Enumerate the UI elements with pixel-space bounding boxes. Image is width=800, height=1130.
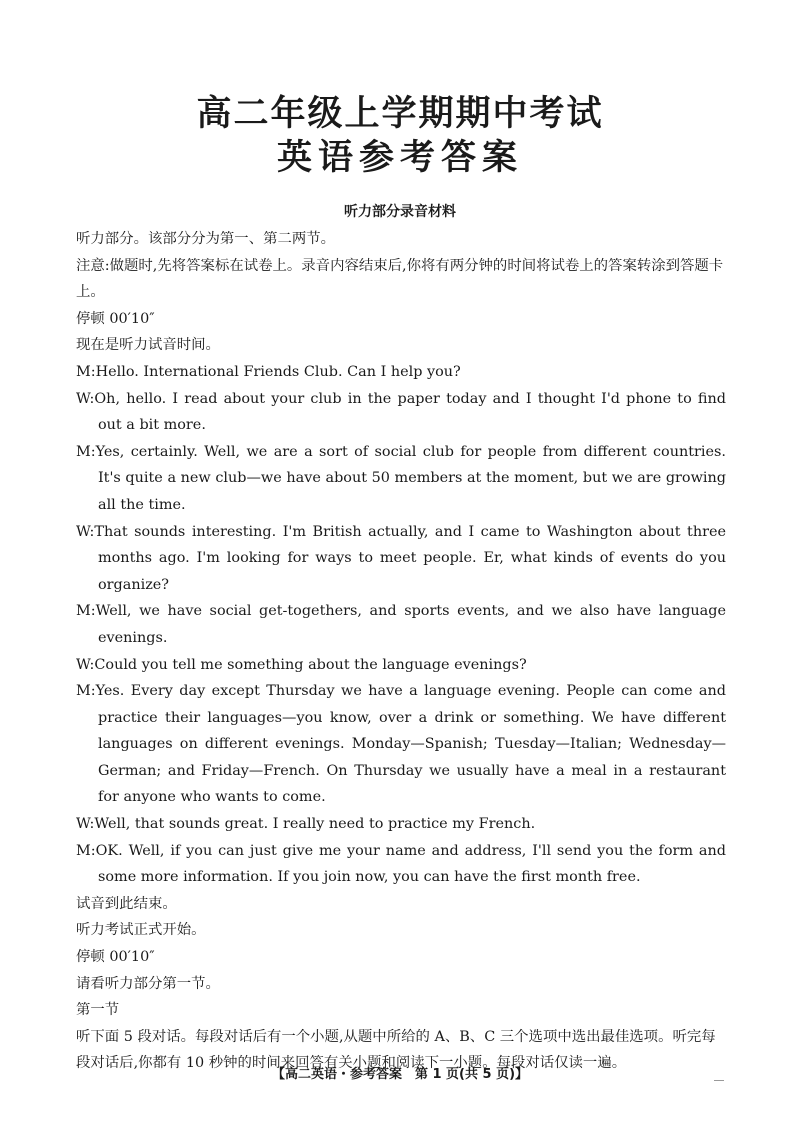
paragraph: 听下面 5 段对话。每段对话后有一个小题,从题中所给的 A、B、C 三个选项中选出最佳选项。听完每段对话后,你都有 10 秒钟的时间来回答有关小题和阅读下一小题。每段对话仅读一遍。 <box>76 1028 716 1072</box>
paragraph: 听力考试正式开始。 <box>76 922 206 939</box>
paragraph: 试音到此结束。 <box>76 895 177 912</box>
corner-mark <box>714 1080 724 1081</box>
paragraph: 停顿 00′10″ <box>76 949 155 966</box>
dialogue-line: W:Could you tell me something about the language evenings? <box>76 656 527 673</box>
dialogue-line: M:Yes, certainly. Well, we are a sort of social club for people from different countries. It's quite a new club—we have about 50 members at the moment, but we are growing all the time. <box>76 443 726 513</box>
page-footer: 【高二英语・参考答案 第 1 页(共 5 页)】 <box>271 1067 529 1082</box>
dialogue-line: W:That sounds interesting. I'm British actually, and I came to Washington about three months ago. I'm looking for ways to meet people. Er, what kinds of events do you organize? <box>76 523 726 593</box>
title-line-2: 英语参考答案 <box>276 138 523 178</box>
title-line-1: 高二年级上学期期中考试 <box>196 94 604 134</box>
section-heading: 第一节 <box>76 1002 120 1019</box>
dialogue-line: W:Oh, hello. I read about your club in the paper today and I thought I'd phone to find out a bit more. <box>76 390 726 434</box>
section-title: 听力部分录音材料 <box>344 204 456 220</box>
dialogue-line: W:Well, that sounds great. I really need to practice my French. <box>76 816 536 833</box>
dialogue-line: M:Well, we have social get-togethers, and sports events, and we also have language evenings. <box>76 603 726 646</box>
transcript-body <box>76 226 726 1077</box>
dialogue-line: M:Yes. Every day except Thursday we have a language evening. People can come and practice their languages—you know, over a drink or something. We have different languages on different evenings. Monday—Spanish; Tuesday—Italian; Wednesday—German; and Friday—French. On Thursday we usually have a meal in a restaurant for anyone who wants to come. <box>76 683 726 806</box>
paragraph: 听力部分。该部分分为第一、第二两节。 <box>76 231 336 247</box>
paragraph: 注意:做题时,先将答案标在试卷上。录音内容结束后,你将有两分钟的时间将试卷上的答案转涂到答题卡上。 <box>76 257 724 301</box>
dialogue-line: M:OK. Well, if you can just give me your name and address, I'll send you the form and some more information. If you join now, you can have the first month free. <box>76 842 726 886</box>
paragraph: 请看听力部分第一节。 <box>76 975 220 992</box>
paragraph: 停顿 00′10″ <box>76 310 155 327</box>
dialogue-line: M:Hello. International Friends Club. Can I help you? <box>76 363 461 380</box>
paragraph: 现在是听力试音时间。 <box>76 337 220 354</box>
